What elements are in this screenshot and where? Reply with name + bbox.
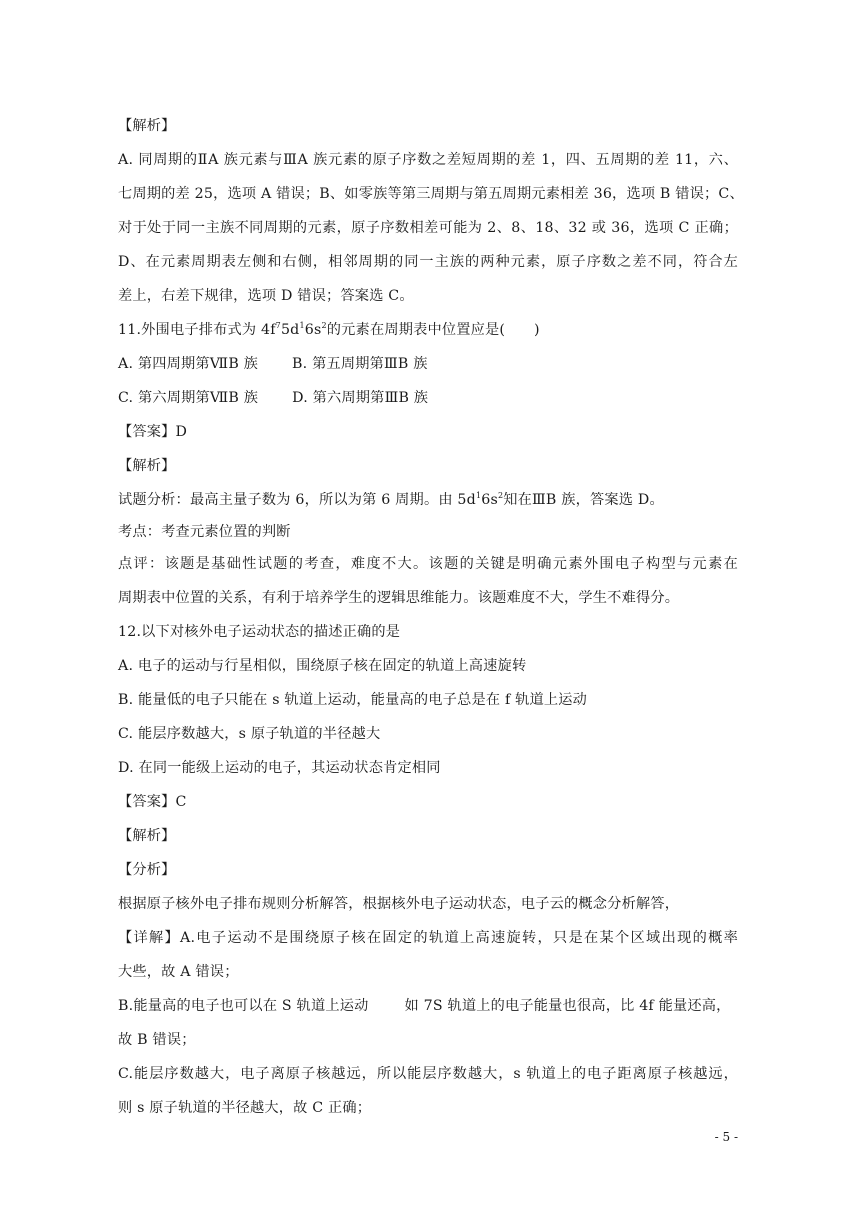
q11-analysis-text: 6s (481, 492, 498, 508)
question-11-stem (118, 320, 540, 340)
question-12-detail: 故 B 错误； (118, 1032, 196, 1048)
question-12-detail: 大些，故 A 错误； (118, 964, 239, 980)
question-11-comment: 点评：该题是基础性试题的考查，难度不大。该题的关键是明确元素外围电子构型与元素在 (118, 556, 738, 572)
q12-detail-b-left: B.能量高的电子也可以在 S 轨道上运动 (118, 998, 369, 1014)
option-a: A. 第四周期第ⅦB 族 (118, 356, 259, 372)
question-12-detail: C.能层序数越大，电子离原子核越远，所以能层序数越大，s 轨道上的电子距离原子核越远， (118, 1066, 738, 1082)
superscript: 1 (475, 491, 482, 500)
analysis-text-line: 对于处于同一主族不同周期的元素，原子序数相差可能为 2、8、18、32 或 36，选项 C 正确； (118, 220, 738, 236)
superscript: 1 (299, 321, 305, 330)
superscript: 2 (497, 491, 504, 500)
q11-stem-text: 5d (280, 322, 300, 338)
option-c: C. 第六周期第ⅦB 族 (118, 390, 259, 406)
page-number: - 5 - (714, 1130, 738, 1144)
question-12-analysis-text: 根据原子核外电子排布规则分析解答，根据核外电子运动状态，电子云的概念分析解答， (118, 896, 680, 912)
question-11-answer: 【答案】D (118, 424, 188, 440)
question-12-analysis-heading: 【解析】 (118, 828, 176, 844)
option-b: B. 第五周期第ⅢB 族 (292, 356, 428, 372)
q11-stem-suffix: 的元素在周期表中位置应是( ) (326, 322, 540, 338)
q11-stem-text: 6s (304, 322, 322, 338)
question-11-analysis (118, 490, 664, 510)
question-12-answer: 【答案】C (118, 794, 187, 810)
question-12-option-b: B. 能量低的电子只能在 s 轨道上运动，能量高的电子总是在 f 轨道上运动 (118, 692, 588, 708)
q11-analysis-text: 知在ⅢB 族，答案选 D。 (503, 492, 664, 508)
question-12-analysis-subheading: 【分析】 (118, 862, 176, 878)
question-11-comment: 周期表中位置的关系，有利于培养学生的逻辑思维能力。该题难度不大，学生不难得分。 (118, 590, 680, 606)
question-12-detail: 【详解】A.电子运动不是围绕原子核在固定的轨道上高速旋转，只是在某个区域出现的概率 (118, 930, 738, 946)
q11-analysis-text: 试题分析：最高主量子数为 6，所以为第 6 周期。由 5d (118, 492, 476, 508)
q11-stem-prefix: 11.外围电子排布式为 4f (118, 322, 276, 338)
question-11-analysis-heading: 【解析】 (118, 458, 176, 474)
question-11-point: 考点：考查元素位置的判断 (118, 524, 291, 540)
analysis-text-line: 差上，右差下规律，选项 D 错误；答案选 C。 (118, 288, 414, 304)
option-d: D. 第六周期第ⅢB 族 (292, 390, 429, 406)
question-12-option-d: D. 在同一能级上运动的电子，其运动状态肯定相同 (118, 760, 441, 776)
question-12-detail (118, 996, 731, 1016)
analysis-text-line: A. 同周期的ⅡA 族元素与ⅢA 族元素的原子序数之差短周期的差 1，四、五周期的差 11，六、 (118, 152, 738, 168)
superscript: 7 (275, 321, 281, 330)
question-11-options-row-1 (118, 354, 428, 374)
q12-detail-b-right: 如 7S 轨道上的电子能量也很高，比 4f 能量还高， (404, 998, 731, 1014)
analysis-heading: 【解析】 (118, 118, 176, 134)
question-12-option-a: A. 电子的运动与行星相似，围绕原子核在固定的轨道上高速旋转 (118, 658, 527, 674)
question-12-stem: 12.以下对核外电子运动状态的描述正确的是 (118, 624, 401, 640)
question-11-options-row-2 (118, 388, 428, 408)
analysis-text-line: 七周期的差 25，选项 A 错误；B、如零族等第三周期与第五周期元素相差 36，选项 B 错误；C、 (118, 186, 744, 202)
superscript: 2 (321, 321, 327, 330)
question-12-option-c: C. 能层序数越大，s 原子轨道的半径越大 (118, 726, 381, 742)
question-12-detail: 则 s 原子轨道的半径越大，故 C 正确； (118, 1100, 372, 1116)
analysis-text-line: D、在元素周期表左侧和右侧，相邻周期的同一主族的两种元素，原子序数之差不同，符合左 (118, 254, 738, 270)
